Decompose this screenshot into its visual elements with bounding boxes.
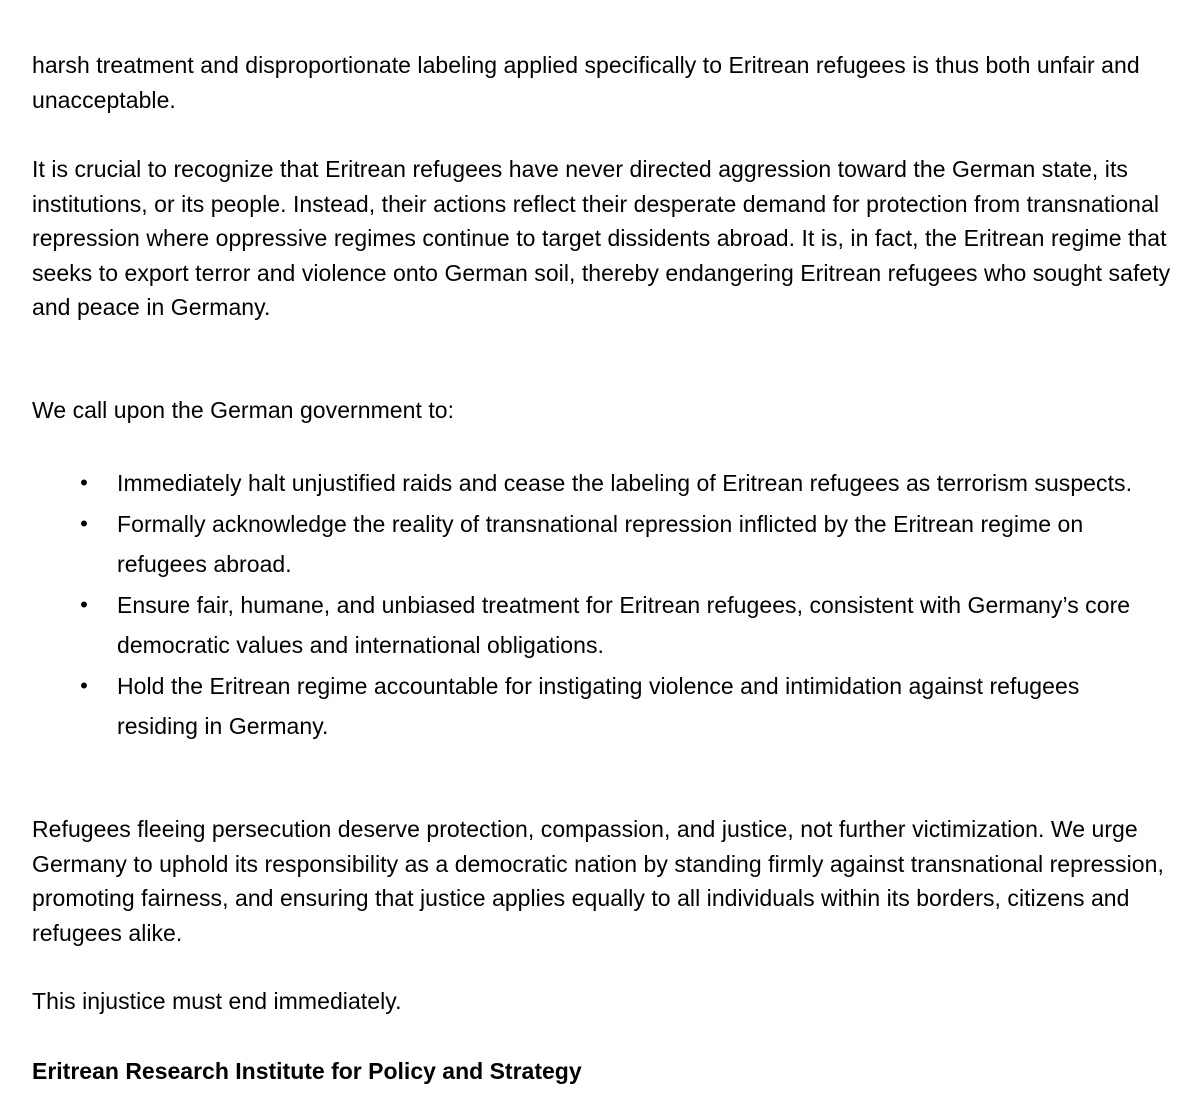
bullet-icon: • <box>80 672 88 698</box>
paragraph-conclusion: Refugees fleeing persecution deserve protection, compassion, and justice, not further victimization. We urge Germany to uphold its responsibility as a democratic nation by standing firmly against transnational repression, promoting fairness, and ensuring that justice applies equally to all individuals within its borders, citizens and refugees alike. <box>32 816 1164 946</box>
list-item <box>0 504 1147 585</box>
demand-text: Ensure fair, humane, and unbiased treatment for Eritrean refugees, consistent with Germany’s core democratic values and international obligations. <box>117 591 1131 658</box>
paragraph-unfair-treatment: harsh treatment and disproportionate labeling applied specifically to Eritrean refugees is thus both unfair and unacceptable. <box>32 52 1140 113</box>
list-item <box>0 585 1147 666</box>
demand-text: Formally acknowledge the reality of transnational repression inflicted by the Eritrean regime on refugees abroad. <box>117 510 1084 577</box>
signature: Eritrean Research Institute for Policy and Strategy <box>32 1058 582 1084</box>
paragraph-call-to-government: We call upon the German government to: <box>32 397 455 423</box>
paragraph-no-aggression: It is crucial to recognize that Eritrean refugees have never directed aggression toward the German state, its institutions, or its people. Instead, their actions reflect their desperate demand for protection from transnational repression where oppressive regimes continue to target dissidents abroad. It is, in fact, the Eritrean regime that seeks to export terror and violence onto German soil, thereby endangering Eritrean refugees who sought safety and peace in Germany. <box>32 156 1171 320</box>
bullet-icon: • <box>80 510 88 536</box>
bullet-icon: • <box>80 470 88 495</box>
demands-list <box>0 463 1200 747</box>
list-item <box>0 463 1147 504</box>
list-item <box>0 666 1147 747</box>
bullet-icon: • <box>80 591 88 617</box>
paragraph-end-statement: This injustice must end immediately. <box>32 988 402 1014</box>
demand-text: Hold the Eritrean regime accountable for instigating violence and intimidation against refugees residing in Germany. <box>117 672 1080 739</box>
demand-text: Immediately halt unjustified raids and cease the labeling of Eritrean refugees as terrorism suspects. <box>117 470 1133 496</box>
